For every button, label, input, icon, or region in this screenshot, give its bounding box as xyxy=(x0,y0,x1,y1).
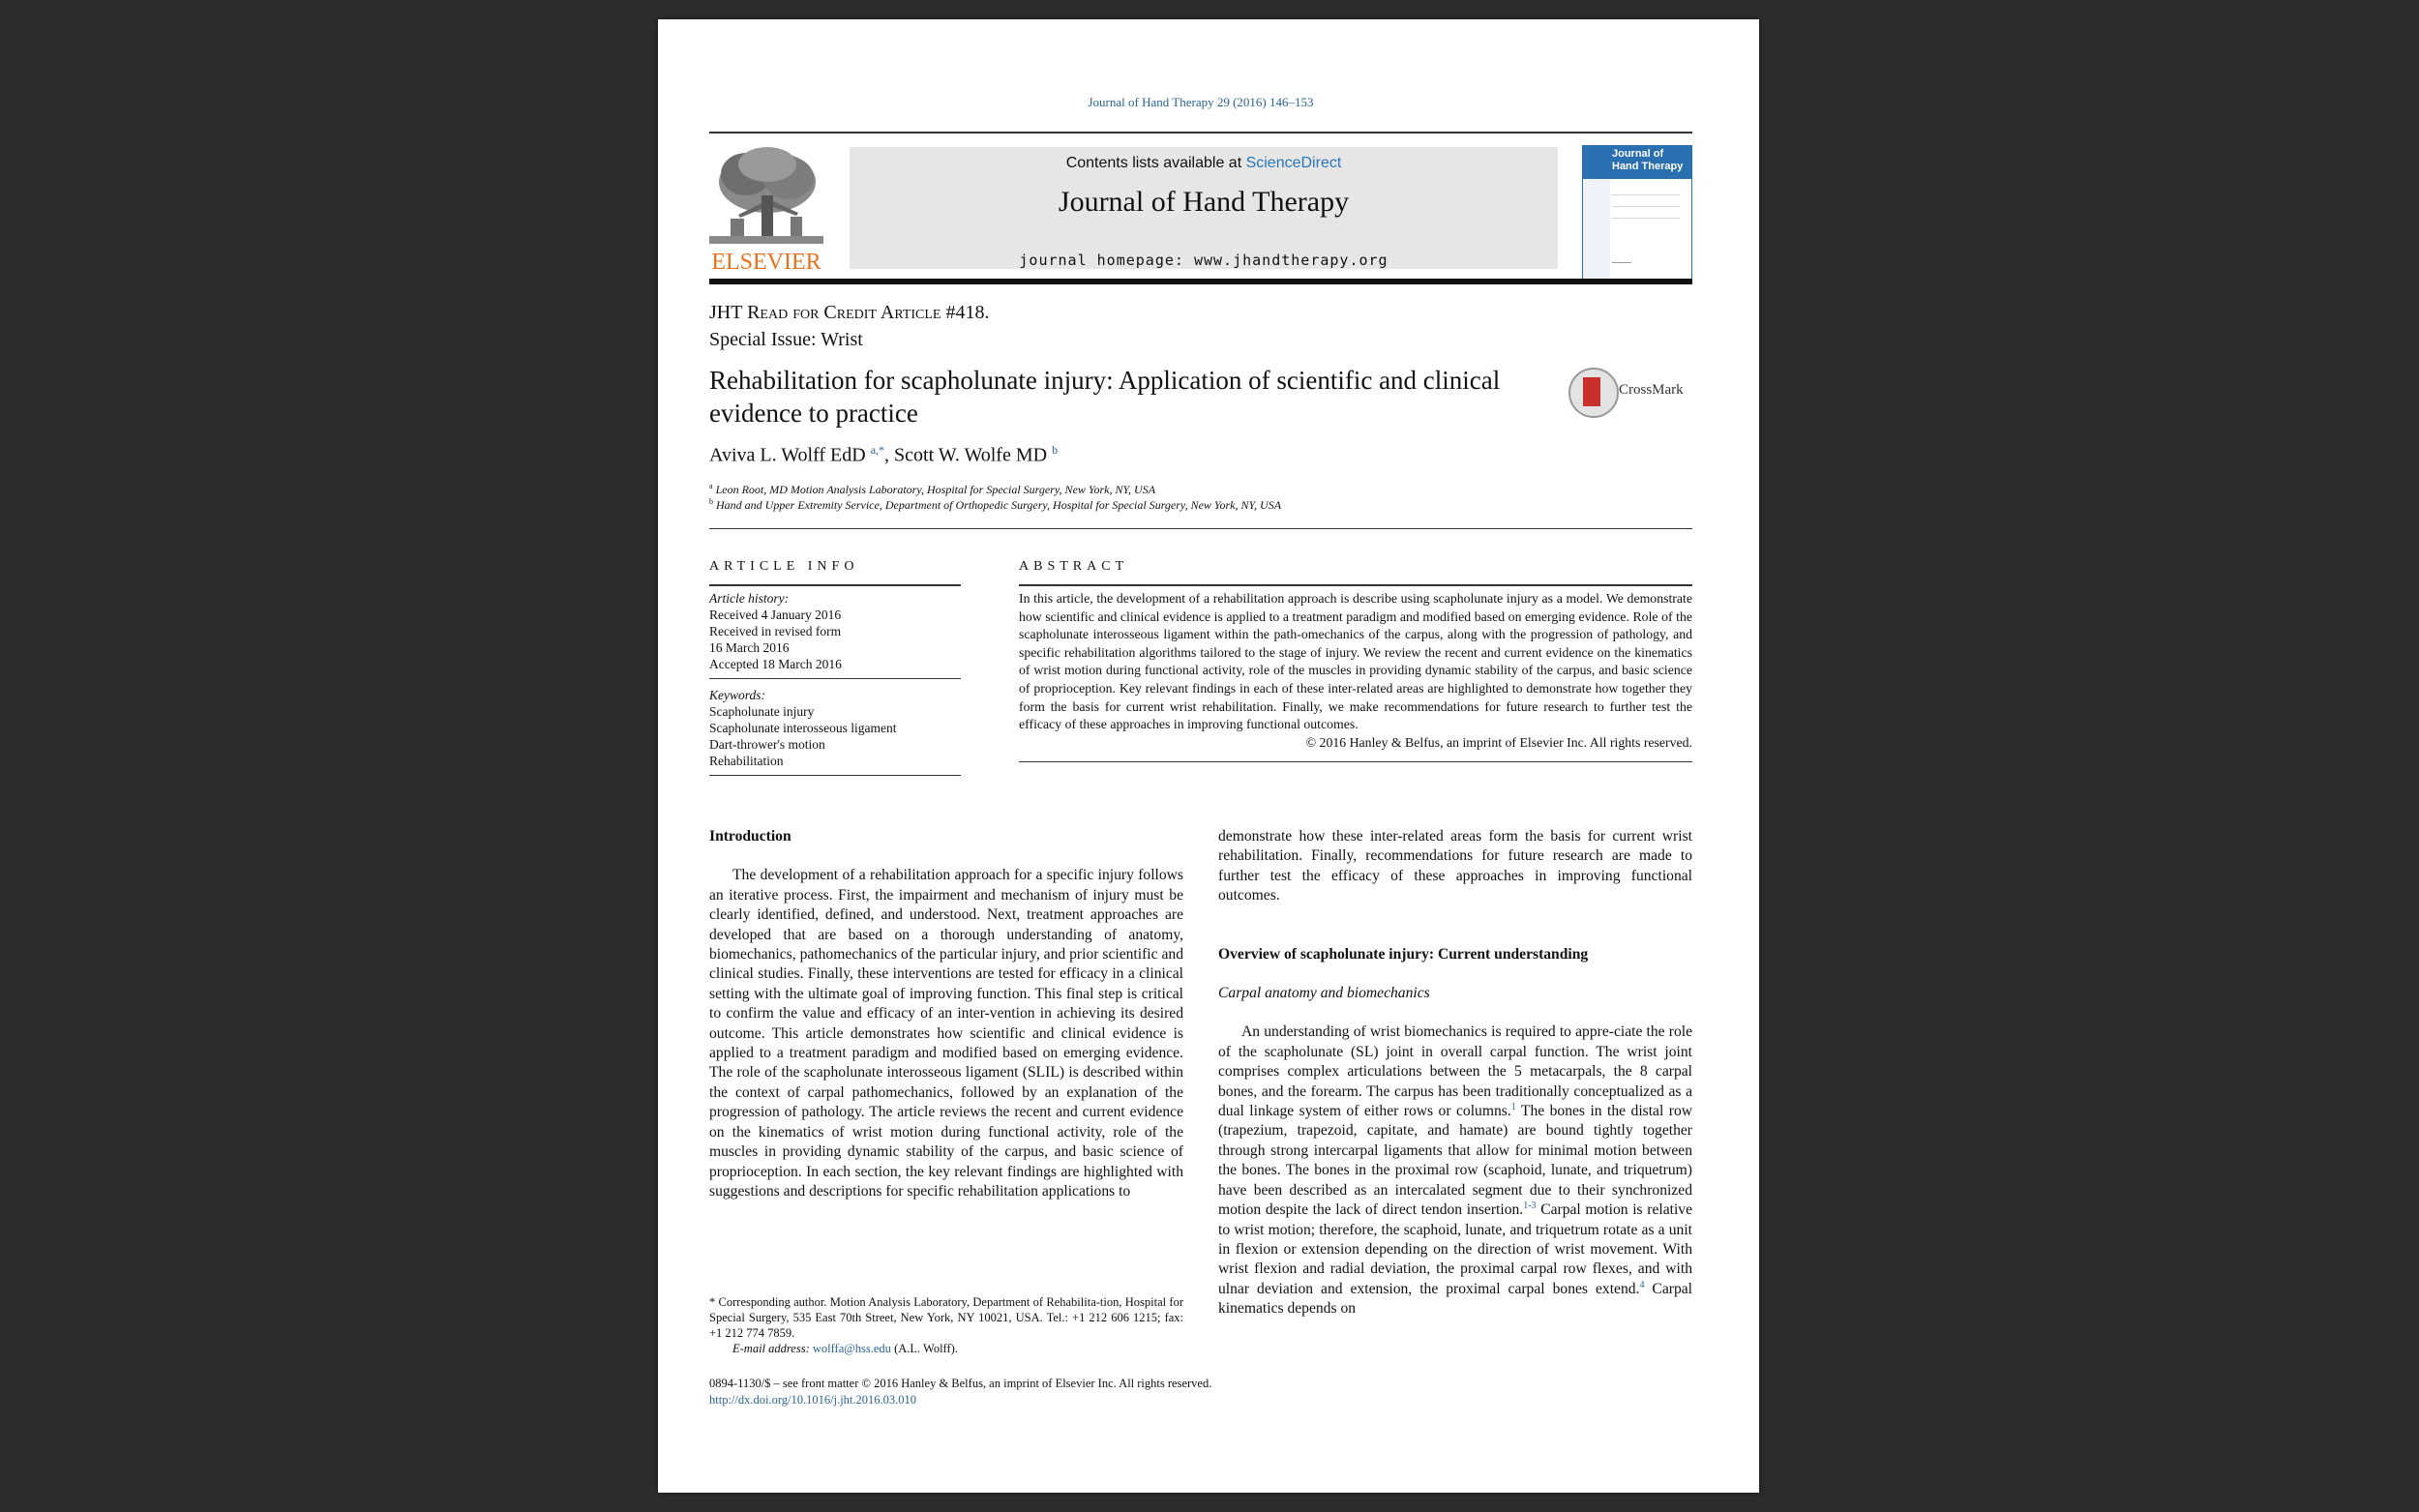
info-bottom-rule xyxy=(709,775,961,776)
introduction-continued: demonstrate how these inter-related areas form the basis for current wrist rehabilitation. Finally, recommendations for future research are made to further test the efficacy of these approaches in improving functional outcomes. xyxy=(1218,828,1692,904)
crossmark-label: CrossMark xyxy=(1619,382,1684,398)
cover-side xyxy=(1583,179,1610,280)
history-item: Accepted 18 March 2016 xyxy=(709,657,842,671)
abstract-copyright: © 2016 Hanley & Belfus, an imprint of Elsevier Inc. All rights reserved. xyxy=(1305,734,1692,750)
reference-link[interactable]: 1 xyxy=(1510,1101,1516,1112)
keyword: Rehabilitation xyxy=(709,754,784,768)
author-affiliation-mark[interactable]: a,* xyxy=(870,443,885,457)
article-info xyxy=(709,584,961,784)
journal-banner xyxy=(850,147,1558,269)
introduction-heading: Introduction xyxy=(709,828,791,845)
overview-heading: Overview of scapholunate injury: Current understanding xyxy=(1218,945,1589,963)
carpal-subheading: Carpal anatomy and biomechanics xyxy=(1218,985,1430,1002)
crossmark-flag-icon xyxy=(1583,377,1600,406)
info-divider xyxy=(709,678,961,679)
contents-prefix: Contents lists available at xyxy=(1065,155,1246,171)
keywords-label: Keywords: xyxy=(709,688,765,702)
email-link[interactable]: wolffa@hss.edu xyxy=(812,1342,891,1355)
abstract-bottom-rule xyxy=(1019,761,1692,762)
abstract-heading: ABSTRACT xyxy=(1019,559,1129,574)
abstract-rule xyxy=(1019,584,1692,586)
cover-title-line1: Journal of xyxy=(1612,148,1664,160)
author-list xyxy=(709,443,1058,467)
history-item: Received 4 January 2016 xyxy=(709,608,842,622)
reference-link[interactable]: 1-3 xyxy=(1523,1200,1537,1211)
keyword: Scapholunate injury xyxy=(709,704,815,719)
sciencedirect-link[interactable]: ScienceDirect xyxy=(1245,155,1342,171)
journal-header xyxy=(709,133,1692,288)
header-thick-rule xyxy=(709,279,1692,284)
page-bottom-info xyxy=(709,1376,1483,1408)
keyword: Scapholunate interosseous ligament xyxy=(709,721,897,735)
journal-reference-link[interactable]: Journal of Hand Therapy 29 (2016) 146–153 xyxy=(1088,95,1314,109)
author-name: Aviva L. Wolff EdD xyxy=(709,444,866,466)
crossmark-badge[interactable] xyxy=(1568,368,1694,420)
contents-line xyxy=(850,155,1558,172)
abstract-text: In this article, the development of a rehabilitation approach is describe using scapholunate injury as a model. We demonstrate how scientific and clinical evidence is applied to a treatment paradigm and modified based on emerging evidence. Role of the scapholunate interosseous ligament within the path-omechanics of the carpus, along with the progression of pathology, and specific rehabilitation algorithms tailored to the stage of injury. We review the recent and current evidence on the kinematics of wrist motion during functional activity, role of the muscles in providing dynamic stability of the carpus, and basic science of proprioception. Key relevant findings in each of these inter-related areas are highlighted to demonstrate how together they form the basis for current wrist rehabilitation. Finally, we make recommendations for future research to further test the efficacy of these approaches in improving functional outcomes. xyxy=(1019,591,1692,732)
elsevier-wordmark: ELSEVIER xyxy=(711,250,821,275)
left-column xyxy=(709,827,1183,1201)
article-title: Rehabilitation for scapholunate injury: Application of scientific and clinical evidence to practice xyxy=(709,366,1501,428)
cover-line xyxy=(1612,206,1680,207)
special-issue-label: Special Issue: Wrist xyxy=(709,329,863,350)
affiliation-a: $^a$ Leon Root, MD Motion Analysis Laboratory, Hospital for Special Surgery, New York, NY, USA xyxy=(709,482,1156,496)
email-name: (A.L. Wolff). xyxy=(890,1342,958,1355)
author-affiliation-mark[interactable]: b xyxy=(1052,443,1059,457)
issn-line: 0894-1130/$ – see front matter © 2016 Hanley & Belfus, an imprint of Elsevier Inc. All rights reserved. xyxy=(709,1377,1212,1390)
series-label: JHT Read for Credit Article #418. xyxy=(709,302,990,323)
cover-line xyxy=(1612,218,1680,219)
corresponding-author-footnote xyxy=(709,1294,1183,1356)
footnote-text: * Corresponding author. Motion Analysis Laboratory, Department of Rehabilita-tion, Hospital for Special Surgery, 535 East 70th Street, New York, NY 10021, USA. Tel.: +1 212 606 1215; fax: +1 212 774 7859. xyxy=(709,1295,1183,1340)
info-rule xyxy=(709,584,961,586)
history-item: 16 March 2016 xyxy=(709,640,790,655)
affiliation-b: $^b$ Hand and Upper Extremity Service, Department of Orthopedic Surgery, Hospital for Special Surgery, New York, NY, USA xyxy=(709,497,1282,512)
right-column xyxy=(1218,827,1692,1319)
abstract xyxy=(1019,584,1692,762)
section-rule xyxy=(709,528,1692,529)
email-label: E-mail address: xyxy=(732,1342,813,1355)
cover-line xyxy=(1612,262,1631,263)
keyword: Dart-thrower's motion xyxy=(709,737,825,752)
introduction-paragraph: The development of a rehabilitation approach for a specific injury follows an iterative process. First, the impairment and mechanism of injury must be clearly identified, defined, and understood. Next, treatment approaches are developed that are based on a thorough understanding of anatomy, biomechanics, pathomechanics of the particular injury, and prior scientific and clinical studies. Finally, these interventions are tested for efficacy in a clinical setting with the ultimate goal of improving function. This final step is critical to confirm the value and efficacy of an inter-vention in achieving its desired outcome. This article demonstrates how scientific and clinical evidence is applied to a treatment paradigm and modified based on emerging evidence. The role of the scapholunate interosseous ligament (SLIL) is described within the context of carpal pathomechanics, followed by an explanation of the progression of pathology. The article reviews the recent and current evidence on the kinematics of wrist motion during functional activity, role of the muscles in providing dynamic stability of the carpus, and basic science of proprioception. In each section, the key relevant findings are highlighted with suggestions and descriptions for specific rehabilitation applications to xyxy=(709,867,1183,1200)
cover-line xyxy=(1612,194,1680,195)
article-info-heading: ARTICLE INFO xyxy=(709,559,859,574)
history-label: Article history: xyxy=(709,591,790,606)
carpal-paragraph: An understanding of wrist biomechanics is required to appre-ciate the role of the scapholunate (SL) joint in overall carpal function. The wrist joint comprises complex articulations between the 5 metacarpals, the 8 carpal bones, and the forearm. The carpus has been traditionally conceptualized as a dual linkage system of either rows or columns.$^1$ The bones in the distal row (trapezium, trapezoid, capitate, and hamate) are bound tightly together through strong intercarpal ligaments that allow for minimal motion between the bones. The bones in the proximal row (scaphoid, lunate, and triquetrum) have been described as an intercalated segment due to their synchronized motion despite the lack of direct tendon insertion.$^{1-3}$ Carpal motion is relative to wrist motion; therefore, the scaphoid, lunate, and triquetrum rotate as a unit in flexion or extension depending on the direction of wrist movement. With wrist flexion and radial deviation, the proximal carpal row flexes, and with ulnar deviation and extension, the proximal carpal bones extend.$^4$ Carpal kinematics depends on xyxy=(1218,1023,1693,1318)
author-name: Scott W. Wolfe MD xyxy=(894,444,1048,466)
elsevier-tree-icon xyxy=(709,145,823,246)
pdf-page xyxy=(658,19,1759,1493)
elsevier-logo xyxy=(709,145,823,273)
cover-title xyxy=(1612,148,1683,173)
journal-homepage[interactable]: journal homepage: www.jhandtherapy.org xyxy=(1019,252,1389,269)
author-separator: , xyxy=(884,444,895,466)
history-item: Received in revised form xyxy=(709,624,842,638)
cover-title-line2: Hand Therapy xyxy=(1612,161,1684,172)
reference-link[interactable]: 4 xyxy=(1639,1279,1645,1290)
journal-cover-thumbnail xyxy=(1582,145,1692,281)
journal-title: Journal of Hand Therapy xyxy=(1058,186,1350,218)
doi-link[interactable]: http://dx.doi.org/10.1016/j.jht.2016.03.010 xyxy=(709,1393,917,1407)
